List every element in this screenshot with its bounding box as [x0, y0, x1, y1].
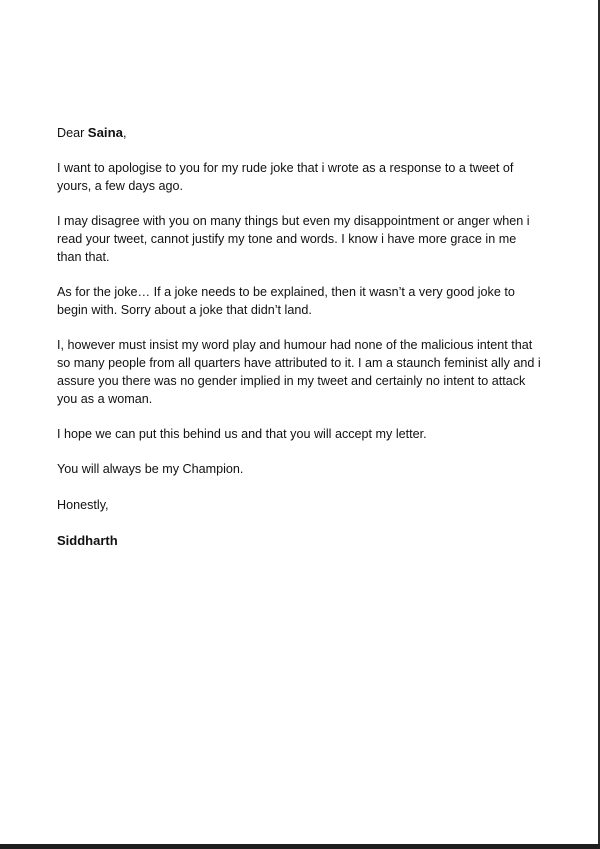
paragraph-intent: I, however must insist my word play and humour had none of the malicious intent that so many people from all quarters have attributed to it. I am a staunch feminist ally and i assure you there was no gender implied in my tweet and certainly no intent to attack you as a woman.	[57, 338, 541, 406]
recipient-name: Saina	[87, 125, 123, 140]
signature: Siddharth	[57, 532, 118, 548]
paragraph-hope: I hope we can put this behind us and that you will accept my letter.	[57, 427, 427, 442]
greeting-prefix: Dear	[57, 126, 85, 140]
letter-body	[57, 124, 542, 567]
paragraph-joke: As for the joke… If a joke needs to be explained, then it wasn’t a very good joke to begin with. Sorry about a joke that didn’t land.	[57, 285, 515, 318]
closing: Honestly,	[57, 497, 109, 512]
paragraph-disagreement: I may disagree with you on many things but even my disappointment or anger when i read your tweet, cannot justify my tone and words. I know i have more grace in me than that.	[57, 214, 530, 264]
paragraph-champion: You will always be my Champion.	[57, 462, 244, 477]
paragraph-apology: I want to apologise to you for my rude joke that i wrote as a response to a tweet of yours, a few days ago.	[57, 161, 514, 194]
page-edge-bottom	[0, 844, 600, 849]
greeting-suffix: ,	[122, 126, 127, 140]
salutation	[57, 124, 542, 143]
